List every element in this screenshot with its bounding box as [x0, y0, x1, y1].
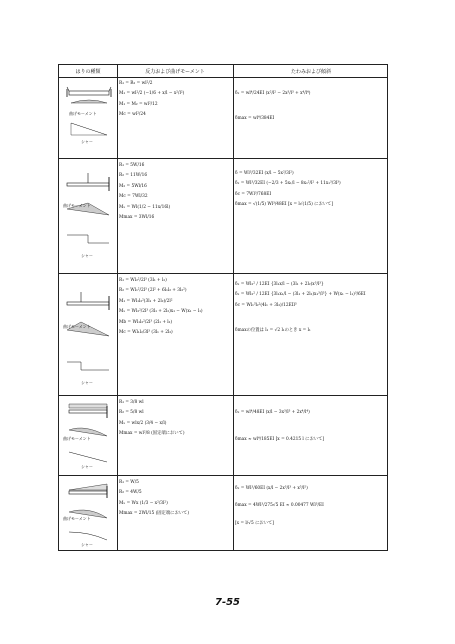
beam-row-4 [59, 396, 387, 476]
beam-diagram-2 [59, 159, 117, 273]
header-reactions: 反力および曲げモーメント [145, 69, 205, 75]
formula: R₁ = R₂ = wl²/2 [119, 81, 153, 86]
formula: R₂ = Wl₁²/2l³ (2l² + 6l₁l₂ + 3l₂²) [119, 288, 187, 294]
formula: M₁ = Wl₁l₂²(3l₁ + 2l₂)/2l² [119, 298, 173, 304]
beam-row-2 [59, 159, 387, 274]
beam-row-5 [59, 476, 387, 552]
formula: δₓ = Wl₂² / 12EI {3l₁x/l − (3l₁ + 2l₂)x³/l³} [235, 282, 324, 287]
formula: Mmax = 3Wl/16 [119, 215, 155, 221]
reactions-1 [119, 81, 231, 123]
formula: δmax = wl⁴/384EI [235, 116, 275, 122]
formula: δₓ = wl⁴/24EI (x²/l² − 2x³/l³ + x⁴/l⁴) [235, 91, 311, 96]
formula: δc = 7Wl³/768EI [235, 191, 272, 197]
reactions-3 [119, 278, 231, 340]
formula: Mₓ = Wl₂²/2l³ (3l₁ + 2l₂)x₁ − W(x₁ − l₁) [119, 309, 203, 315]
formula: R₁ = W/5 [119, 480, 139, 485]
deflection-2 [235, 171, 385, 213]
beam-diagram-4 [59, 396, 117, 475]
page-number: 7-55 [214, 597, 241, 608]
formula: δₓ = wl⁴/48EI (x/l − 3x³/l³ + 2x⁴/l⁴) [235, 410, 310, 415]
reactions-4 [119, 400, 231, 442]
formula: Mb = Wl₁l₂²/2l³ (2l₁ + l₂) [119, 319, 173, 325]
shear-label: シャー [81, 139, 93, 144]
formula: δₓ = Wl³/60EI (x/l − 2x³/l³ + x⁵/l⁵) [235, 486, 308, 491]
formula: Mc = Wl₁l₂/3l³ (3l₁ + 2l₂) [119, 330, 173, 336]
formula: δmax = 4Wl³/275√5 EI ≈ 0.00477 Wl³/EI [235, 503, 324, 509]
header-beam-type: はりの種類 [75, 69, 101, 75]
formula: δmax ≈ wl⁴/185EI [x = 0.4215 l において] [235, 437, 325, 443]
formula: R₂ = 11W/16 [119, 173, 148, 179]
formula: R₁ = Wl₂²/2l³ (3l₁ + l₂) [119, 278, 167, 283]
reactions-2 [119, 163, 231, 225]
beam-formula-table [58, 64, 388, 551]
formula: R₁ = 3/8 wl [119, 400, 144, 405]
formula: M₁ = M₂ = wl²/12 [119, 101, 158, 107]
formula: δₓ = Wl³/32EI (−2/3 + 5x₁/l − 8x₁²/l² + 11x₁³/3l³) [235, 181, 341, 187]
formula: δc = Wl₁³l₂²(4l₁ + 3l₂)/12EIl³ [235, 302, 297, 308]
formula: M₂ = 5Wl/16 [119, 183, 147, 189]
moment-label: 曲げモーメント [63, 436, 91, 441]
deflection-1 [235, 91, 385, 127]
beam-diagram-5 [59, 476, 117, 552]
formula: δ = Wl³/32EI (x/l − 5x²/3l²) [235, 171, 294, 176]
moment-label: 曲げモーメント [63, 324, 91, 329]
deflection-3 [235, 282, 385, 339]
formula: Mₓ = Wx (1/3 − x²/3l²) [119, 500, 168, 506]
shear-label: シャー [81, 380, 93, 385]
reactions-5 [119, 480, 231, 522]
formula: [x = l/√5 において] [235, 520, 274, 526]
beam-diagram-3 [59, 274, 117, 395]
deflection-5 [235, 486, 385, 531]
moment-label: 曲げモーメント [69, 111, 97, 116]
header-deflection: たわみおよび傾斜 [290, 69, 331, 75]
formula: R₁ = 5W/16 [119, 163, 145, 168]
moment-label: 曲げモーメント [63, 516, 91, 521]
formula: Mₓ = wlx/2 (3/4 − x/l) [119, 420, 167, 426]
deflection-4 [235, 410, 385, 448]
formula: R₂ = 4W/5 [119, 490, 142, 496]
formula: Mmax = 2Wl/15 (固定端において) [119, 511, 190, 517]
formula: M₁ = wl²/2 (−1/6 + x/l − x²/l²) [119, 91, 185, 97]
beam-row-1 [59, 77, 387, 159]
formula: Mc = wl²/24 [119, 112, 146, 118]
shear-label: シャー [81, 253, 93, 258]
formula: Mmax = wl²/8 (固定端において) [119, 431, 185, 437]
moment-label: 曲げモーメント [63, 203, 91, 208]
formula: δmaxの位置は l₁ = √2 l₁のとき x = l₁ [235, 328, 311, 334]
beam-row-3 [59, 274, 387, 396]
beam-diagram-1 [59, 77, 117, 158]
shear-label: シャー [81, 542, 93, 547]
formula: δmax = √(1/5) Wl³/48EI [x = l√(1/5) において] [235, 202, 334, 208]
shear-label: シャー [81, 464, 93, 469]
formula: Mₓ = Wl(1/2 − 11x/16l) [119, 204, 171, 210]
formula: δₓ = Wl₂² / 12EI {3l₁x₁/l − (3l₁ + 2l₂)x₁³/l³} + W(x₁ − l₁)³/6EI [235, 292, 366, 298]
formula: Mc = 7Wl/32 [119, 194, 148, 200]
formula: R₂ = 5/8 wl [119, 410, 144, 416]
